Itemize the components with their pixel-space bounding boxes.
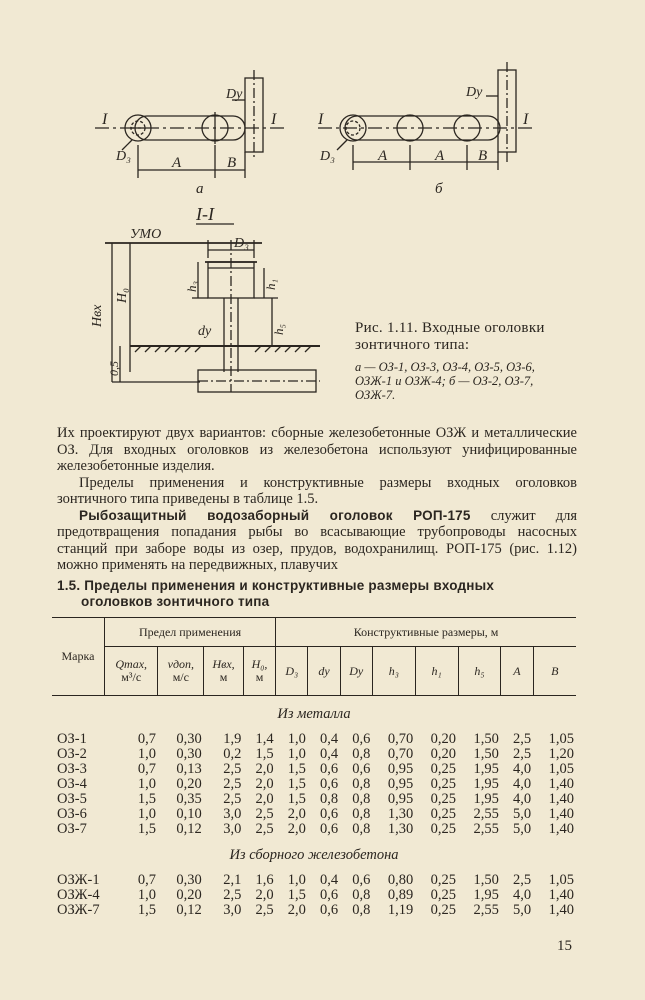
table-row xyxy=(52,888,576,903)
plan-view-b xyxy=(317,62,535,197)
label-0-5: 0,5 xyxy=(107,361,121,376)
table-cell: 2,0 xyxy=(255,887,274,903)
label-dy: dу xyxy=(198,324,212,339)
table-row xyxy=(52,903,576,918)
paragraph-3-rest: служит для предотвращения попадания рыбы во всасывающие трубопроводы насосных станций при заборе воды из озер, прудов, водохранилищ. РОП-175 (рис. 1.12) можно применять на передвижных, плавучих xyxy=(57,507,577,573)
label-UMO: УМО xyxy=(130,227,162,242)
table-row xyxy=(52,873,576,888)
table-cell: 1,6 xyxy=(255,872,274,888)
table-cell: 1,5 xyxy=(255,746,274,762)
table-cell: 5,0 xyxy=(512,902,532,918)
table-cell: 0,6 xyxy=(320,821,339,837)
table-cell: 0,25 xyxy=(430,821,457,837)
header-h1 xyxy=(415,647,458,696)
figure-caption xyxy=(355,320,570,402)
header-h5 xyxy=(458,647,501,696)
table-cell: 0,6 xyxy=(352,731,371,747)
table-body-metal xyxy=(52,696,576,838)
label-Dz-a: D₃ xyxy=(116,149,131,164)
table-cell: 1,0 xyxy=(287,731,306,747)
table-cell: 0,25 xyxy=(430,791,457,807)
table-cell: 1,95 xyxy=(473,776,499,792)
table-title-line-2: оголовков зонтичного типа xyxy=(81,594,270,609)
table-cell: 1,05 xyxy=(548,761,574,777)
table-cell: 0,8 xyxy=(352,791,371,807)
label-A-a: A xyxy=(172,155,182,171)
table-cell: 1,40 xyxy=(548,821,574,837)
table-cell: 0,4 xyxy=(320,872,339,888)
table-cell: 2,55 xyxy=(473,821,499,837)
section-metal: Из металла xyxy=(277,705,351,722)
label-I-left-b: I xyxy=(318,111,324,128)
table-row xyxy=(52,732,576,747)
table-cell: 0,4 xyxy=(320,731,339,747)
header-qmax xyxy=(105,647,158,696)
table-cell: 2,5 xyxy=(255,806,274,822)
spec-table xyxy=(52,617,576,918)
table-cell: 1,40 xyxy=(548,776,574,792)
table-cell: 1,5 xyxy=(137,791,156,807)
header-h3-label: h₃ xyxy=(388,663,399,678)
header-hvx-label: Hвх, xyxy=(212,657,235,671)
label-I-left-a: I xyxy=(102,111,108,128)
label-I-right-a: I xyxy=(271,111,277,128)
table-cell: 2,5 xyxy=(255,902,274,918)
table-cell: 0,80 xyxy=(387,872,414,888)
label-h1: h₁ xyxy=(263,278,278,290)
header-A xyxy=(501,647,533,696)
table-cell: 0,8 xyxy=(352,746,371,762)
table-cell: 0,6 xyxy=(320,761,339,777)
label-Dz-b: D₃ xyxy=(320,149,335,164)
table-cell: 2,5 xyxy=(223,887,242,903)
table-title xyxy=(57,578,577,610)
table-cell: 1,95 xyxy=(473,761,499,777)
table-cell: 1,5 xyxy=(137,902,156,918)
table-cell: 2,5 xyxy=(223,776,242,792)
paragraph-1: Их проектируют двух вариантов: сборные железобетонные ОЗЖ и металлические ОЗ. Для входных оголовков из железобетона используют унифицированные железобетонные изделия. xyxy=(57,425,577,474)
table-cell: 1,95 xyxy=(473,887,499,903)
table-cell: 0,35 xyxy=(176,791,202,807)
table-cell: 0,12 xyxy=(176,821,202,837)
table-row xyxy=(52,807,576,822)
row-marka-cell: ОЗЖ-4 xyxy=(57,887,100,903)
header-B-label: B xyxy=(551,663,559,678)
table-cell: 1,20 xyxy=(548,746,574,762)
table-cell: 0,8 xyxy=(352,821,371,837)
header-vdop-unit: м/с xyxy=(172,670,189,684)
table-cell: 2,5 xyxy=(512,731,532,747)
table-cell: 1,40 xyxy=(548,791,574,807)
header-group-sizes: Конструктивные размеры, м xyxy=(276,618,576,647)
table-cell: 1,5 xyxy=(287,761,306,777)
table-cell: 3,0 xyxy=(223,806,242,822)
table-cell: 0,70 xyxy=(387,746,414,762)
section-concrete: Из сборного железобетона xyxy=(229,846,399,863)
table-cell: 3,0 xyxy=(223,821,242,837)
table-cell: 0,7 xyxy=(137,872,156,888)
table-cell: 0,70 xyxy=(387,731,414,747)
caption-legend: а — ОЗ-1, ОЗ-3, ОЗ-4, ОЗ-5, ОЗ-6, ОЗЖ-1 и ОЗЖ-4; б — ОЗ-2, ОЗ-7, ОЗЖ-7. xyxy=(355,360,535,402)
row-marka-cell: ОЗ-6 xyxy=(57,806,87,822)
section-view-title: I-I xyxy=(196,204,214,224)
table-row xyxy=(52,762,576,777)
table-cell: 0,30 xyxy=(176,731,202,747)
table-cell: 1,40 xyxy=(548,887,574,903)
row-marka-cell: ОЗ-7 xyxy=(57,821,87,837)
table-cell: 1,0 xyxy=(287,872,306,888)
table-cell: 4,0 xyxy=(512,887,532,903)
row-marka-cell: ОЗЖ-1 xyxy=(57,872,100,888)
header-dy xyxy=(308,647,340,696)
header-qmax-label: Qmax, xyxy=(115,657,148,671)
table-cell: 0,8 xyxy=(352,776,371,792)
table-cell: 2,55 xyxy=(473,902,499,918)
table-cell: 0,25 xyxy=(430,761,457,777)
table-cell: 0,8 xyxy=(352,902,371,918)
body-text xyxy=(57,425,577,574)
table-cell: 1,50 xyxy=(473,746,499,762)
table-cell: 2,5 xyxy=(223,761,242,777)
table-cell: 2,0 xyxy=(287,821,306,837)
row-marka-cell: ОЗ-4 xyxy=(57,776,87,792)
table-cell: 0,20 xyxy=(176,887,202,903)
header-group-limits: Предел применения xyxy=(105,618,276,647)
table-cell: 1,0 xyxy=(137,887,156,903)
label-B-b: B xyxy=(478,148,488,164)
header-vdop-label: vдоп, xyxy=(167,657,195,671)
section-view xyxy=(90,204,320,392)
paragraph-3-bold: Рыбозащитный водозаборный оголовок РОП-175 xyxy=(79,507,471,523)
table-cell: 4,0 xyxy=(512,791,532,807)
table-cell: 0,6 xyxy=(320,887,339,903)
table-cell: 2,5 xyxy=(512,746,532,762)
table-cell: 1,40 xyxy=(548,806,574,822)
label-A1-b: A xyxy=(378,148,388,164)
table-cell: 1,5 xyxy=(287,887,306,903)
header-Dy-label: Dу xyxy=(349,663,364,678)
header-dy-label: dу xyxy=(318,663,330,678)
header-Dy xyxy=(340,647,372,696)
sub-label-b: б xyxy=(435,181,443,197)
table-cell: 1,40 xyxy=(548,902,574,918)
table-cell: 0,25 xyxy=(430,887,457,903)
header-h0 xyxy=(243,647,275,696)
label-Hvx: Hвх xyxy=(90,304,105,327)
table-cell: 2,1 xyxy=(223,872,242,888)
table-cell: 1,9 xyxy=(223,731,242,747)
table-cell: 1,0 xyxy=(287,746,306,762)
table-cell: 0,20 xyxy=(430,731,457,747)
table-cell: 0,6 xyxy=(320,776,339,792)
table-cell: 0,8 xyxy=(352,806,371,822)
table-cell: 0,30 xyxy=(176,746,202,762)
table-cell: 1,95 xyxy=(473,791,499,807)
table-cell: 0,13 xyxy=(176,761,202,777)
table-cell: 2,5 xyxy=(223,791,242,807)
table-cell: 1,5 xyxy=(287,791,306,807)
paragraph-3 xyxy=(57,508,577,574)
table-cell: 0,8 xyxy=(320,791,339,807)
header-d3-label: D₃ xyxy=(285,663,299,678)
header-h5-label: h₅ xyxy=(474,663,485,678)
table-cell: 4,0 xyxy=(512,761,532,777)
table-row xyxy=(52,822,576,837)
header-vdop xyxy=(158,647,204,696)
header-qmax-unit: м³/с xyxy=(121,670,142,684)
label-Dy-a: Dу xyxy=(226,87,243,102)
table-cell: 1,30 xyxy=(387,806,414,822)
table-cell: 1,50 xyxy=(473,731,499,747)
table-cell: 0,6 xyxy=(320,806,339,822)
row-marka-cell: ОЗ-2 xyxy=(57,746,87,762)
table-cell: 0,25 xyxy=(430,872,457,888)
label-H0: H₀ xyxy=(115,288,130,303)
table-cell: 0,12 xyxy=(176,902,202,918)
header-hvx xyxy=(204,647,244,696)
paragraph-2: Пределы применения и конструктивные размеры входных оголовков зонтичного типа приведены в таблице 1.5. xyxy=(57,474,577,507)
table-cell: 0,6 xyxy=(352,872,371,888)
table-cell: 2,0 xyxy=(255,776,274,792)
table-cell: 0,95 xyxy=(387,791,414,807)
page-number: 15 xyxy=(557,938,572,954)
header-d3 xyxy=(276,647,308,696)
table-cell: 1,0 xyxy=(137,806,156,822)
table-cell: 0,7 xyxy=(137,761,156,777)
sub-label-a: а xyxy=(196,181,204,197)
table-cell: 3,0 xyxy=(223,902,242,918)
table-cell: 0,2 xyxy=(223,746,242,762)
table-cell: 1,0 xyxy=(137,776,156,792)
table-cell: 0,95 xyxy=(387,761,414,777)
table-cell: 5,0 xyxy=(512,806,532,822)
label-I-right-b: I xyxy=(523,111,529,128)
table-cell: 0,20 xyxy=(176,776,202,792)
table-cell: 4,0 xyxy=(512,776,532,792)
label-B-a: B xyxy=(227,155,237,171)
table-row xyxy=(52,747,576,762)
caption-title: Рис. 1.11. Входные оголовки зонтичного типа: xyxy=(355,320,545,353)
table-cell: 2,0 xyxy=(255,761,274,777)
table-cell: 0,7 xyxy=(137,731,156,747)
label-h5: h₅ xyxy=(271,323,286,335)
header-h0-label: H₀, xyxy=(251,657,268,671)
row-marka-cell: ОЗ-3 xyxy=(57,761,87,777)
table-cell: 0,6 xyxy=(320,902,339,918)
header-A-label: A xyxy=(513,663,521,678)
table-cell: 0,95 xyxy=(387,776,414,792)
table-cell: 2,55 xyxy=(473,806,499,822)
table-cell: 0,8 xyxy=(352,887,371,903)
table-cell: 2,0 xyxy=(255,791,274,807)
label-Dz-section: D₃ xyxy=(234,236,249,251)
table-cell: 2,0 xyxy=(287,902,306,918)
label-A2-b: A xyxy=(435,148,445,164)
plan-view-a xyxy=(95,70,285,197)
label-h3: h₃ xyxy=(184,280,199,292)
table-cell: 1,4 xyxy=(255,731,274,747)
table-row xyxy=(52,777,576,792)
table-cell: 0,89 xyxy=(387,887,414,903)
table-cell: 0,6 xyxy=(352,761,371,777)
table-cell: 1,30 xyxy=(387,821,414,837)
header-B xyxy=(533,647,576,696)
table-cell: 0,25 xyxy=(430,902,457,918)
label-Dy-b: Dу xyxy=(466,85,483,100)
table-cell: 1,50 xyxy=(473,872,499,888)
table-cell: 2,0 xyxy=(287,806,306,822)
table-cell: 1,19 xyxy=(387,902,414,918)
header-h1-label: h₁ xyxy=(431,663,442,678)
table-cell: 2,5 xyxy=(512,872,532,888)
header-h3 xyxy=(372,647,415,696)
row-marka-cell: ОЗ-5 xyxy=(57,791,87,807)
header-marka: Марка xyxy=(52,618,105,696)
table-cell: 0,10 xyxy=(176,806,202,822)
header-h0-unit: м xyxy=(255,670,264,684)
table-cell: 1,5 xyxy=(287,776,306,792)
table-body-concrete xyxy=(52,837,576,918)
table-cell: 2,5 xyxy=(255,821,274,837)
table-title-line-1: 1.5. Пределы применения и конструктивные размеры входных xyxy=(57,578,495,593)
table-cell: 0,20 xyxy=(430,746,457,762)
table-cell: 1,5 xyxy=(137,821,156,837)
row-marka-cell: ОЗЖ-7 xyxy=(57,902,100,918)
table-cell: 0,30 xyxy=(176,872,202,888)
table-row xyxy=(52,792,576,807)
table-cell: 1,0 xyxy=(137,746,156,762)
table-cell: 0,25 xyxy=(430,776,457,792)
table-cell: 0,4 xyxy=(320,746,339,762)
row-marka-cell: ОЗ-1 xyxy=(57,731,87,747)
header-hvx-unit: м xyxy=(219,670,228,684)
table-cell: 1,05 xyxy=(548,872,574,888)
table-cell: 0,25 xyxy=(430,806,457,822)
table-cell: 5,0 xyxy=(512,821,532,837)
table-cell: 1,05 xyxy=(548,731,574,747)
